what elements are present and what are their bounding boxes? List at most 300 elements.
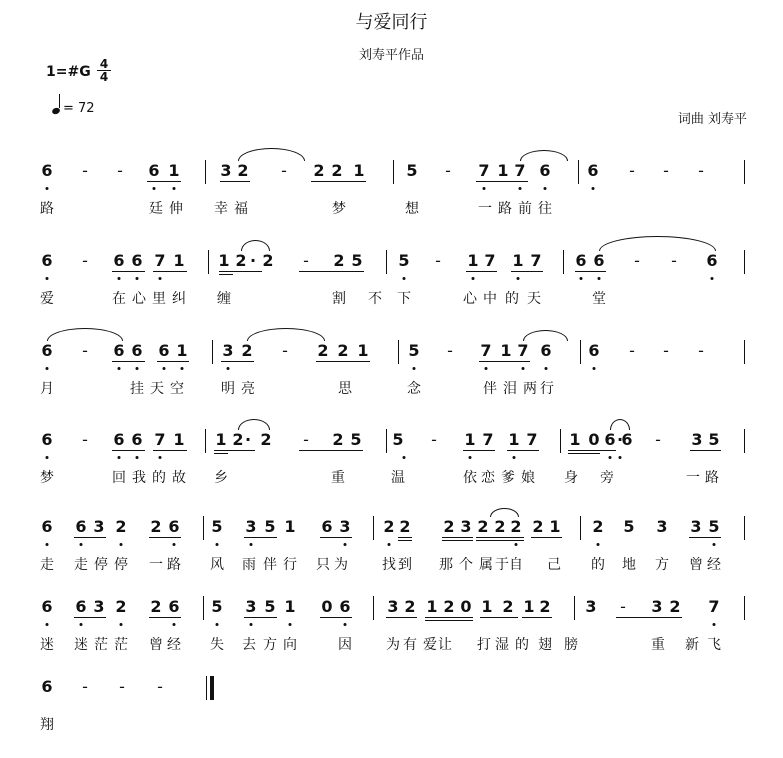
sustain-dash: - <box>698 341 704 360</box>
note-digit: 6 <box>321 517 333 536</box>
lyric-character: 停 <box>94 557 108 573</box>
note-digit: 6 <box>588 341 600 360</box>
note-digit: 2 <box>477 517 489 536</box>
low-octave-dot <box>544 187 547 190</box>
low-octave-dot <box>159 277 162 280</box>
low-octave-dot <box>403 456 406 459</box>
note-digit: 2 <box>235 251 247 270</box>
lyric-character: 爱 <box>423 637 437 653</box>
low-octave-dot <box>289 623 292 626</box>
note-digit: 7 <box>482 430 494 449</box>
eighth-note-underline <box>568 450 616 451</box>
lyric-character: 为 <box>386 637 400 653</box>
note-digit: 1 <box>173 430 185 449</box>
note-digit: 3 <box>651 597 663 616</box>
barline <box>563 250 564 274</box>
note-digit: 5 <box>708 430 720 449</box>
sustain-dash: - <box>82 430 88 449</box>
lyric-character: 前 <box>518 201 532 217</box>
sustain-dash: - <box>303 251 309 270</box>
note-digit: 2 <box>669 597 681 616</box>
note-digit: 2 <box>502 597 514 616</box>
note-digit: 5 <box>351 251 363 270</box>
low-octave-dot <box>388 543 391 546</box>
note-digit: 2 <box>262 251 274 270</box>
low-octave-dot <box>483 187 486 190</box>
note-digit: 2 <box>539 597 551 616</box>
low-octave-dot <box>46 456 49 459</box>
lyric-character: 到 <box>398 557 412 573</box>
low-octave-dot <box>46 623 49 626</box>
note-digit: 6 <box>41 677 53 696</box>
lyric-character: 迷 <box>40 637 54 653</box>
note-digit: 5 <box>708 517 720 536</box>
sixteenth-note-underline <box>568 453 600 454</box>
lyric-character: 廷 <box>149 201 163 217</box>
low-octave-dot <box>118 456 121 459</box>
quarter-note-icon <box>51 107 61 115</box>
barline <box>580 340 581 364</box>
note-digit: 3 <box>93 517 105 536</box>
low-octave-dot <box>46 367 49 370</box>
note-digit: 2 <box>333 251 345 270</box>
eighth-note-underline <box>442 537 473 538</box>
note-digit: 3 <box>691 430 703 449</box>
note-digit: 6 <box>539 161 551 180</box>
lyric-character: 的 <box>591 557 605 573</box>
note-digit: 1 <box>176 341 188 360</box>
lyric-character: 依 <box>463 470 477 486</box>
lyric-character: 温 <box>391 470 405 486</box>
note-digit: 1 <box>464 430 476 449</box>
sustain-dash: - <box>634 251 640 270</box>
sixteenth-note-underline <box>398 540 412 541</box>
eighth-note-underline <box>689 537 721 538</box>
lyric-character: 天 <box>527 291 541 307</box>
lyric-character: 行 <box>283 557 297 573</box>
eighth-note-underline <box>690 450 721 451</box>
note-digit: 6 <box>706 251 718 270</box>
low-octave-dot <box>118 367 121 370</box>
low-octave-dot <box>120 543 123 546</box>
low-octave-dot <box>619 456 622 459</box>
sustain-dash: - <box>629 341 635 360</box>
low-octave-dot <box>227 367 230 370</box>
lyric-character: 的 <box>515 637 529 653</box>
low-octave-dot <box>485 367 488 370</box>
augmentation-dot: · <box>249 251 257 270</box>
song-title: 与爱同行 <box>355 12 428 33</box>
low-octave-dot <box>711 277 714 280</box>
note-digit: 6 <box>41 517 53 536</box>
lyric-character: 经 <box>167 637 181 653</box>
low-octave-dot <box>120 623 123 626</box>
lyric-character: 于 <box>495 557 509 573</box>
lyric-character: 爹 <box>501 470 515 486</box>
note-digit: 6 <box>113 251 125 270</box>
note-digit: 2 <box>510 517 522 536</box>
note-digit: 1 <box>353 161 365 180</box>
note-digit: 6 <box>621 430 633 449</box>
lyric-character: 月 <box>40 381 54 397</box>
low-octave-dot <box>469 456 472 459</box>
barline <box>578 160 579 184</box>
eighth-note-underline <box>112 271 145 272</box>
lyric-character: 里 <box>152 291 166 307</box>
note-digit: 6 <box>131 430 143 449</box>
sustain-dash: - <box>157 677 163 696</box>
lyric-character: 曾 <box>149 637 163 653</box>
note-digit: 5 <box>408 341 420 360</box>
sustain-dash: - <box>445 161 451 180</box>
lyric-character: 爱 <box>40 291 54 307</box>
sustain-dash: - <box>629 161 635 180</box>
sustain-dash: - <box>447 341 453 360</box>
note-digit: 1 <box>467 251 479 270</box>
note-digit: 2 <box>494 517 506 536</box>
lyric-character: 思 <box>338 381 352 397</box>
sustain-dash: - <box>82 341 88 360</box>
low-octave-dot <box>250 543 253 546</box>
lyric-character: 一 <box>478 201 492 217</box>
low-octave-dot <box>163 367 166 370</box>
note-digit: 1 <box>512 251 524 270</box>
note-digit: 6 <box>593 251 605 270</box>
barline <box>386 250 387 274</box>
note-digit: 7 <box>480 341 492 360</box>
lyric-character: 经 <box>707 557 721 573</box>
note-digit: 6 <box>148 161 160 180</box>
note-digit: 7 <box>708 597 720 616</box>
eighth-note-underline <box>522 617 552 618</box>
low-octave-dot <box>46 543 49 546</box>
barline <box>373 516 374 540</box>
note-digit: 3 <box>585 597 597 616</box>
note-digit: 2 <box>532 517 544 536</box>
low-octave-dot <box>250 623 253 626</box>
note-digit: 1 <box>481 597 493 616</box>
score-system <box>0 252 783 332</box>
eighth-note-underline <box>153 271 187 272</box>
barline <box>744 516 745 540</box>
lyric-character: 翔 <box>40 717 54 733</box>
note-digit: 3 <box>690 517 702 536</box>
time-signature-denominator: 4 <box>99 70 109 84</box>
lyric-character: 找 <box>382 557 396 573</box>
time-signature <box>97 58 111 83</box>
low-octave-dot <box>597 543 600 546</box>
eighth-note-underline <box>320 617 352 618</box>
tempo-marking <box>52 98 95 116</box>
note-digit: 1 <box>569 430 581 449</box>
lyric-character: 曾 <box>689 557 703 573</box>
lyric-character: 梦 <box>40 470 54 486</box>
note-digit: 2 <box>404 597 416 616</box>
eighth-note-underline <box>299 450 363 451</box>
sustain-dash: - <box>663 161 669 180</box>
note-digit: 6 <box>41 597 53 616</box>
barline <box>212 340 213 364</box>
low-octave-dot <box>713 543 716 546</box>
lyric-character: 天 <box>150 381 164 397</box>
note-digit: 2 <box>260 430 272 449</box>
barline <box>386 429 387 453</box>
barline <box>580 516 581 540</box>
quarter-note-stem-icon <box>59 94 60 108</box>
note-digit: 2 <box>332 430 344 449</box>
lyric-character: 属 <box>479 557 493 573</box>
note-digit: 6 <box>168 517 180 536</box>
note-digit: 2 <box>337 341 349 360</box>
low-octave-dot <box>609 456 612 459</box>
eighth-note-underline <box>511 271 543 272</box>
note-digit: 0 <box>588 430 600 449</box>
eighth-note-underline <box>299 271 364 272</box>
lyric-character: 风 <box>210 557 224 573</box>
note-digit: 2 <box>232 430 244 449</box>
lyric-character: 挂 <box>130 381 144 397</box>
note-digit: 1 <box>523 597 535 616</box>
note-digit: 6 <box>41 251 53 270</box>
eighth-note-underline <box>479 361 530 362</box>
note-digit: 2 <box>592 517 604 536</box>
eighth-note-underline <box>507 450 539 451</box>
eighth-note-underline <box>149 617 181 618</box>
barline <box>373 596 374 620</box>
note-digit: 7 <box>154 251 166 270</box>
low-octave-dot <box>216 623 219 626</box>
sixteenth-note-underline <box>442 540 473 541</box>
barline <box>744 250 745 274</box>
low-octave-dot <box>173 543 176 546</box>
low-octave-dot <box>713 623 716 626</box>
barline <box>744 160 745 184</box>
time-signature-numerator: 4 <box>97 58 111 71</box>
note-digit: 7 <box>526 430 538 449</box>
lyric-character: 福 <box>234 201 248 217</box>
note-digit: 1 <box>215 430 227 449</box>
note-digit: 5 <box>211 517 223 536</box>
lyric-character: 个 <box>459 557 473 573</box>
lyric-character: 路 <box>705 470 719 486</box>
note-digit: 6 <box>41 341 53 360</box>
low-octave-dot <box>80 623 83 626</box>
sustain-dash: - <box>655 430 661 449</box>
slur-tie-arc <box>520 150 568 161</box>
lyric-character: 失 <box>210 637 224 653</box>
lyric-character: 幸 <box>214 201 228 217</box>
eighth-note-underline <box>311 181 366 182</box>
lyric-character: 只 <box>316 557 330 573</box>
lyric-character: 茫 <box>114 637 128 653</box>
lyric-character: 地 <box>622 557 636 573</box>
note-digit: 1 <box>284 517 296 536</box>
lyric-character: 茫 <box>94 637 108 653</box>
eighth-note-underline <box>74 537 106 538</box>
low-octave-dot <box>598 277 601 280</box>
low-octave-dot <box>403 277 406 280</box>
lyric-character: 亮 <box>241 381 255 397</box>
lyric-character: 有 <box>403 637 417 653</box>
eighth-note-underline <box>531 537 562 538</box>
low-octave-dot <box>593 367 596 370</box>
note-digit: 1 <box>218 251 230 270</box>
eighth-note-underline <box>466 271 497 272</box>
note-digit: 5 <box>211 597 223 616</box>
lyric-character: 泪 <box>503 381 517 397</box>
note-digit: 2 <box>317 341 329 360</box>
lyric-character: 回 <box>112 470 126 486</box>
score-system <box>0 342 783 422</box>
low-octave-dot <box>344 543 347 546</box>
sustain-dash: - <box>435 251 441 270</box>
note-digit: 1 <box>500 341 512 360</box>
note-digit: 5 <box>264 597 276 616</box>
note-digit: 2 <box>331 161 343 180</box>
note-digit: 3 <box>656 517 668 536</box>
note-digit: 6 <box>168 597 180 616</box>
sustain-dash: - <box>303 430 309 449</box>
low-octave-dot <box>515 543 518 546</box>
note-digit: 2 <box>115 517 127 536</box>
lyric-character: 新 <box>685 637 699 653</box>
lyric-character: 飞 <box>707 637 721 653</box>
lyric-character: 一 <box>149 557 163 573</box>
barline <box>393 160 394 184</box>
note-digit: 0 <box>460 597 472 616</box>
final-barline-thick <box>210 676 214 700</box>
note-digit: 5 <box>350 430 362 449</box>
lyric-character: 心 <box>463 291 477 307</box>
eighth-note-underline <box>112 361 145 362</box>
final-barline-thin <box>206 676 207 700</box>
barline <box>398 340 399 364</box>
sustain-dash: - <box>620 597 626 616</box>
low-octave-dot <box>159 456 162 459</box>
note-digit: 6 <box>41 161 53 180</box>
note-digit: 3 <box>387 597 399 616</box>
note-digit: 6 <box>131 251 143 270</box>
note-digit: 2 <box>237 161 249 180</box>
note-digit: 7 <box>154 430 166 449</box>
low-octave-dot <box>517 277 520 280</box>
note-digit: 6 <box>587 161 599 180</box>
lyric-character: 心 <box>132 291 146 307</box>
note-digit: 5 <box>398 251 410 270</box>
low-octave-dot <box>136 456 139 459</box>
note-digit: 0 <box>321 597 333 616</box>
lyric-character: 膀 <box>564 637 578 653</box>
note-digit: 2 <box>150 517 162 536</box>
eighth-note-underline <box>244 537 277 538</box>
score-system <box>0 678 783 758</box>
low-octave-dot <box>545 367 548 370</box>
lyric-character: 在 <box>112 291 126 307</box>
note-digit: 6 <box>339 597 351 616</box>
eighth-note-underline <box>112 450 145 451</box>
low-octave-dot <box>153 187 156 190</box>
lyric-character: 方 <box>655 557 669 573</box>
low-octave-dot <box>173 187 176 190</box>
lyric-character: 往 <box>538 201 552 217</box>
lyric-character: 停 <box>114 557 128 573</box>
lyric-character: 旁 <box>600 470 614 486</box>
note-digit: 3 <box>245 597 257 616</box>
low-octave-dot <box>580 277 583 280</box>
note-digit: 2 <box>383 517 395 536</box>
note-digit: 7 <box>484 251 496 270</box>
note-digit: 7 <box>517 341 529 360</box>
sustain-dash: - <box>431 430 437 449</box>
low-octave-dot <box>136 277 139 280</box>
sustain-dash: - <box>282 341 288 360</box>
lyric-character: 身 <box>564 470 578 486</box>
eighth-note-underline <box>320 537 352 538</box>
lyric-character: 的 <box>152 470 166 486</box>
score-system <box>0 162 783 242</box>
low-octave-dot <box>472 277 475 280</box>
note-digit: 1 <box>497 161 509 180</box>
tempo-value: = 72 <box>63 101 95 116</box>
lyric-character: 恋 <box>481 470 495 486</box>
lyric-character: 两 <box>523 381 537 397</box>
lyric-character: 湿 <box>495 637 509 653</box>
lyric-character: 娘 <box>521 470 535 486</box>
low-octave-dot <box>46 277 49 280</box>
lyric-character: 伸 <box>169 201 183 217</box>
low-octave-dot <box>513 456 516 459</box>
barline <box>744 340 745 364</box>
lyric-character: 为 <box>334 557 348 573</box>
lyric-character: 明 <box>221 381 235 397</box>
note-digit: 2 <box>115 597 127 616</box>
eighth-note-underline <box>244 617 277 618</box>
lyric-character: 翅 <box>538 637 552 653</box>
lyric-character: 打 <box>477 637 491 653</box>
low-octave-dot <box>46 187 49 190</box>
eighth-note-underline <box>147 181 181 182</box>
lyric-character: 伴 <box>263 557 277 573</box>
slur-tie-arc <box>238 148 305 161</box>
lyric-character: 割 <box>332 291 346 307</box>
note-digit: 3 <box>93 597 105 616</box>
lyric-character: 走 <box>40 557 54 573</box>
lyric-character: 故 <box>172 470 186 486</box>
lyric-character: 让 <box>438 637 452 653</box>
barline <box>203 596 204 620</box>
note-digit: 6 <box>540 341 552 360</box>
low-octave-dot <box>592 187 595 190</box>
eighth-note-underline <box>386 617 417 618</box>
lyric-character: 中 <box>483 291 497 307</box>
barline <box>744 429 745 453</box>
lyric-character: 梦 <box>332 201 346 217</box>
note-digit: 1 <box>284 597 296 616</box>
eighth-note-underline <box>480 617 518 618</box>
score-system <box>0 431 783 511</box>
lyric-character: 乡 <box>214 470 228 486</box>
eighth-note-underline <box>476 181 528 182</box>
lyric-character: 空 <box>170 381 184 397</box>
note-digit: 7 <box>530 251 542 270</box>
lyric-character: 走 <box>74 557 88 573</box>
lyric-character: 念 <box>407 381 421 397</box>
lyric-character: 纠 <box>172 291 186 307</box>
note-digit: 5 <box>392 430 404 449</box>
note-digit: 6 <box>158 341 170 360</box>
sixteenth-note-underline <box>476 540 524 541</box>
sixteenth-note-underline <box>214 453 228 454</box>
